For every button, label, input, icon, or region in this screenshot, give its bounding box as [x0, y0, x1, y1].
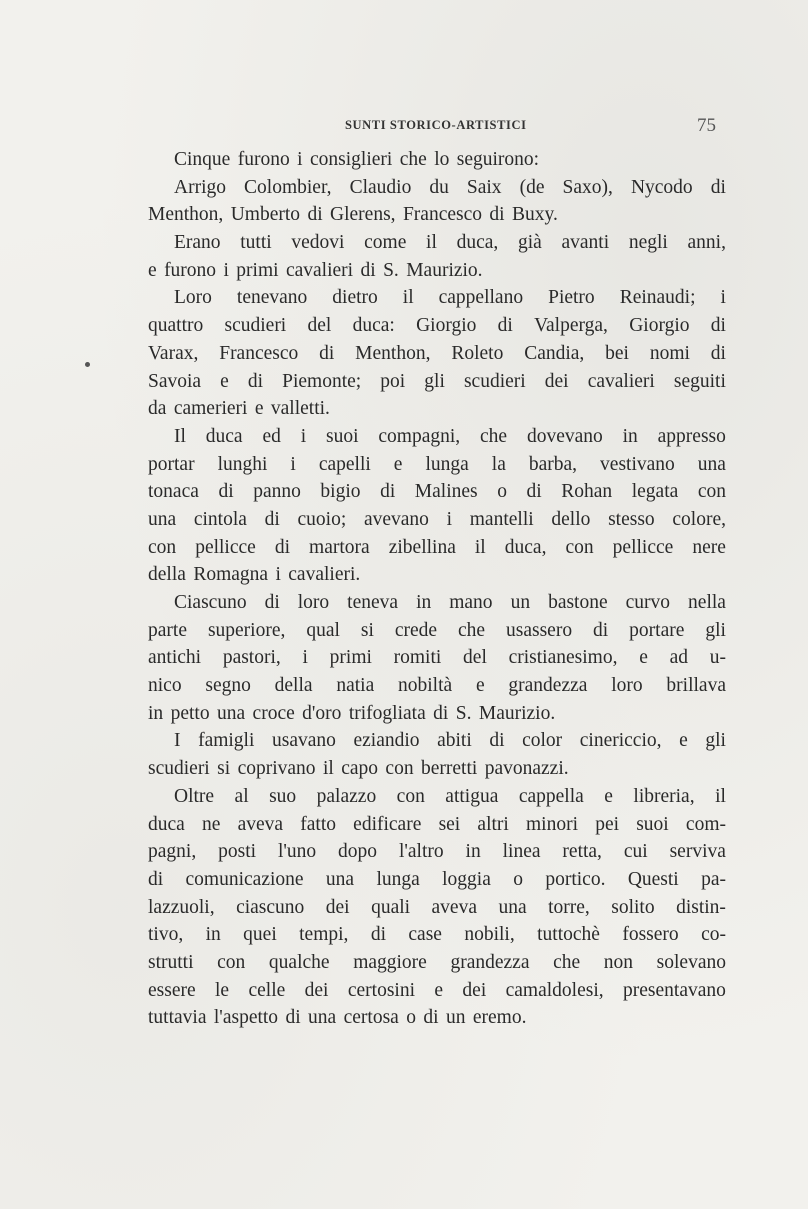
running-head [150, 115, 728, 140]
text-line: in petto una croce d'oro trifogliata di S. Maurizio. [148, 702, 556, 724]
text-line: con pellicce di martora zibellina il duca, con pellicce nere [148, 536, 726, 558]
running-title: SUNTI STORICO-ARTISTICI [345, 118, 527, 132]
margin-dot [85, 362, 90, 367]
text-line: antichi pastori, i primi romiti del cristianesimo, e ad u- [148, 647, 726, 669]
text-line: Oltre al suo palazzo con attigua cappella e libreria, il [174, 785, 726, 807]
text-line: tonaca di panno bigio di Malines o di Rohan legata con [148, 481, 726, 503]
text-line: Arrigo Colombier, Claudio du Saix (de Saxo), Nycodo di [174, 176, 726, 198]
text-line: della Romagna i cavalieri. [148, 564, 361, 586]
text-line: una cintola di cuoio; avevano i mantelli dello stesso colore, [148, 508, 726, 530]
text-line: parte superiore, qual si crede che usassero di portare gli [148, 619, 726, 641]
text-line: lazzuoli, ciascuno dei quali aveva una torre, solito distin- [148, 896, 726, 918]
text-line: di comunicazione una lunga loggia o portico. Questi pa- [148, 868, 726, 890]
text-line: Il duca ed i suoi compagni, che dovevano in appresso [174, 425, 726, 447]
text-line: Menthon, Umberto di Glerens, Francesco di Buxy. [148, 204, 558, 226]
page-number: 75 [697, 115, 716, 136]
text-line: Savoia e di Piemonte; poi gli scudieri dei cavalieri seguiti [148, 370, 726, 392]
text-line: Cinque furono i consiglieri che lo seguirono: [174, 149, 540, 170]
body-text [148, 146, 726, 1032]
text-line: nico segno della natia nobiltà e grandezza loro brillava [148, 675, 726, 697]
text-line: duca ne aveva fatto edificare sei altri minori pei suoi com- [148, 813, 726, 835]
text-line: da camerieri e valletti. [148, 398, 330, 420]
text-line: portar lunghi i capelli e lunga la barba, vestivano una [148, 453, 726, 475]
text-line: Loro tenevano dietro il cappellano Pietro Reinaudi; i [174, 287, 726, 309]
text-line: Ciascuno di loro teneva in mano un bastone curvo nella [174, 592, 726, 613]
text-line: quattro scudieri del duca: Giorgio di Valperga, Giorgio di [148, 315, 726, 337]
text-line: tuttavia l'aspetto di una certosa o di un eremo. [148, 1007, 527, 1029]
text-line: tivo, in quei tempi, di case nobili, tuttochè fossero co- [148, 924, 726, 946]
text-line: Erano tutti vedovi come il duca, già avanti negli anni, [174, 232, 726, 254]
text-line: Varax, Francesco di Menthon, Roleto Candia, bei nomi di [148, 342, 726, 364]
text-line: scudieri si coprivano il capo con berretti pavonazzi. [148, 758, 569, 780]
text-line: e furono i primi cavalieri di S. Maurizio. [148, 259, 483, 281]
text-line: I famigli usavano eziandio abiti di color cinericcio, e gli [174, 730, 726, 752]
text-line: essere le celle dei certosini e dei camaldolesi, presentavano [148, 979, 726, 1001]
text-line: pagni, posti l'uno dopo l'altro in linea retta, cui serviva [148, 841, 726, 863]
text-line: strutti con qualche maggiore grandezza che non solevano [148, 951, 726, 973]
